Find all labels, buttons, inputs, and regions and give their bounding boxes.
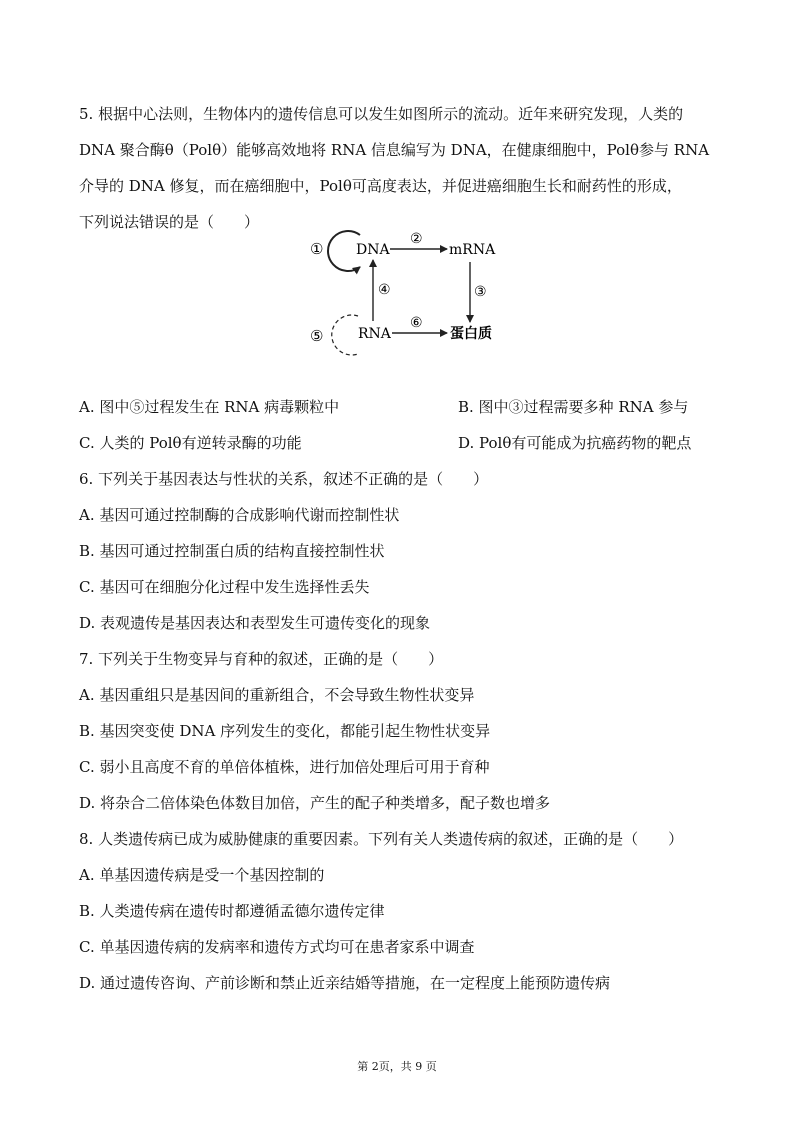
central-dogma-diagram <box>300 226 510 366</box>
q5-stem-line-2: DNA 聚合酶θ（Polθ）能够高效地将 RNA 信息编写为 DNA，在健康细胞中，Polθ参与 RNA <box>79 141 710 159</box>
q8-option-c: C. 单基因遗传病的发病率和遗传方式均可在患者家系中调查 <box>79 938 475 956</box>
q8-option-a: A. 单基因遗传病是受一个基因控制的 <box>79 866 325 884</box>
marker-2: ② <box>410 231 423 247</box>
node-mrna: mRNA <box>449 242 496 258</box>
q7-option-d: D. 将杂合二倍体染色体数目加倍，产生的配子种类增多，配子数也增多 <box>79 794 551 812</box>
q5-option-b: B. 图中③过程需要多种 RNA 参与 <box>458 398 689 416</box>
loop-5-rna-replication <box>332 315 358 355</box>
marker-3: ③ <box>474 284 487 300</box>
page-footer: 第 2页，共 9 页 <box>357 1060 437 1073</box>
q8-stem: 8. 人类遗传病已成为威胁健康的重要因素。下列有关人类遗传病的叙述，正确的是（ ） <box>79 830 684 848</box>
q6-stem: 6. 下列关于基因表达与性状的关系，叙述不正确的是（ ） <box>79 470 489 488</box>
node-dna: DNA <box>356 242 390 258</box>
marker-1: ① <box>310 240 324 258</box>
q5-stem-line-3: 介导的 DNA 修复，而在癌细胞中，Polθ可高度表达，并促进癌细胞生长和耐药性的形成， <box>79 177 682 195</box>
q8-option-d: D. 通过遗传咨询、产前诊断和禁止近亲结婚等措施，在一定程度上能预防遗传病 <box>79 974 611 992</box>
q6-option-c: C. 基因可在细胞分化过程中发生选择性丢失 <box>79 578 370 596</box>
marker-4: ④ <box>378 282 391 298</box>
q5-stem-line-4: 下列说法错误的是（ ） <box>79 213 260 231</box>
q7-option-c: C. 弱小且高度不育的单倍体植株，进行加倍处理后可用于育种 <box>79 758 490 776</box>
node-rna: RNA <box>358 326 391 342</box>
marker-6: ⑥ <box>410 315 423 331</box>
q7-stem: 7. 下列关于生物变异与育种的叙述，正确的是（ ） <box>79 650 444 668</box>
q5-option-a: A. 图中⑤过程发生在 RNA 病毒颗粒中 <box>79 398 340 416</box>
marker-5: ⑤ <box>310 327 324 345</box>
q6-option-a: A. 基因可通过控制酶的合成影响代谢而控制性状 <box>79 506 400 524</box>
q6-option-d: D. 表观遗传是基因表达和表型发生可遗传变化的现象 <box>79 614 431 632</box>
q5-option-c: C. 人类的 Polθ有逆转录酶的功能 <box>79 434 302 452</box>
q6-option-b: B. 基因可通过控制蛋白质的结构直接控制性状 <box>79 542 385 560</box>
q5-option-d: D. Polθ有可能成为抗癌药物的靶点 <box>458 434 692 452</box>
q5-stem-line-1: 5. 根据中心法则，生物体内的遗传信息可以发生如图所示的流动。近年来研究发现，人类的 <box>79 105 684 123</box>
q7-option-b: B. 基因突变使 DNA 序列发生的变化，都能引起生物性状变异 <box>79 722 491 740</box>
q7-option-a: A. 基因重组只是基因间的重新组合，不会导致生物性状变异 <box>79 686 475 704</box>
q8-option-b: B. 人类遗传病在遗传时都遵循孟德尔遗传定律 <box>79 902 385 920</box>
node-protein: 蛋白质 <box>450 326 492 342</box>
